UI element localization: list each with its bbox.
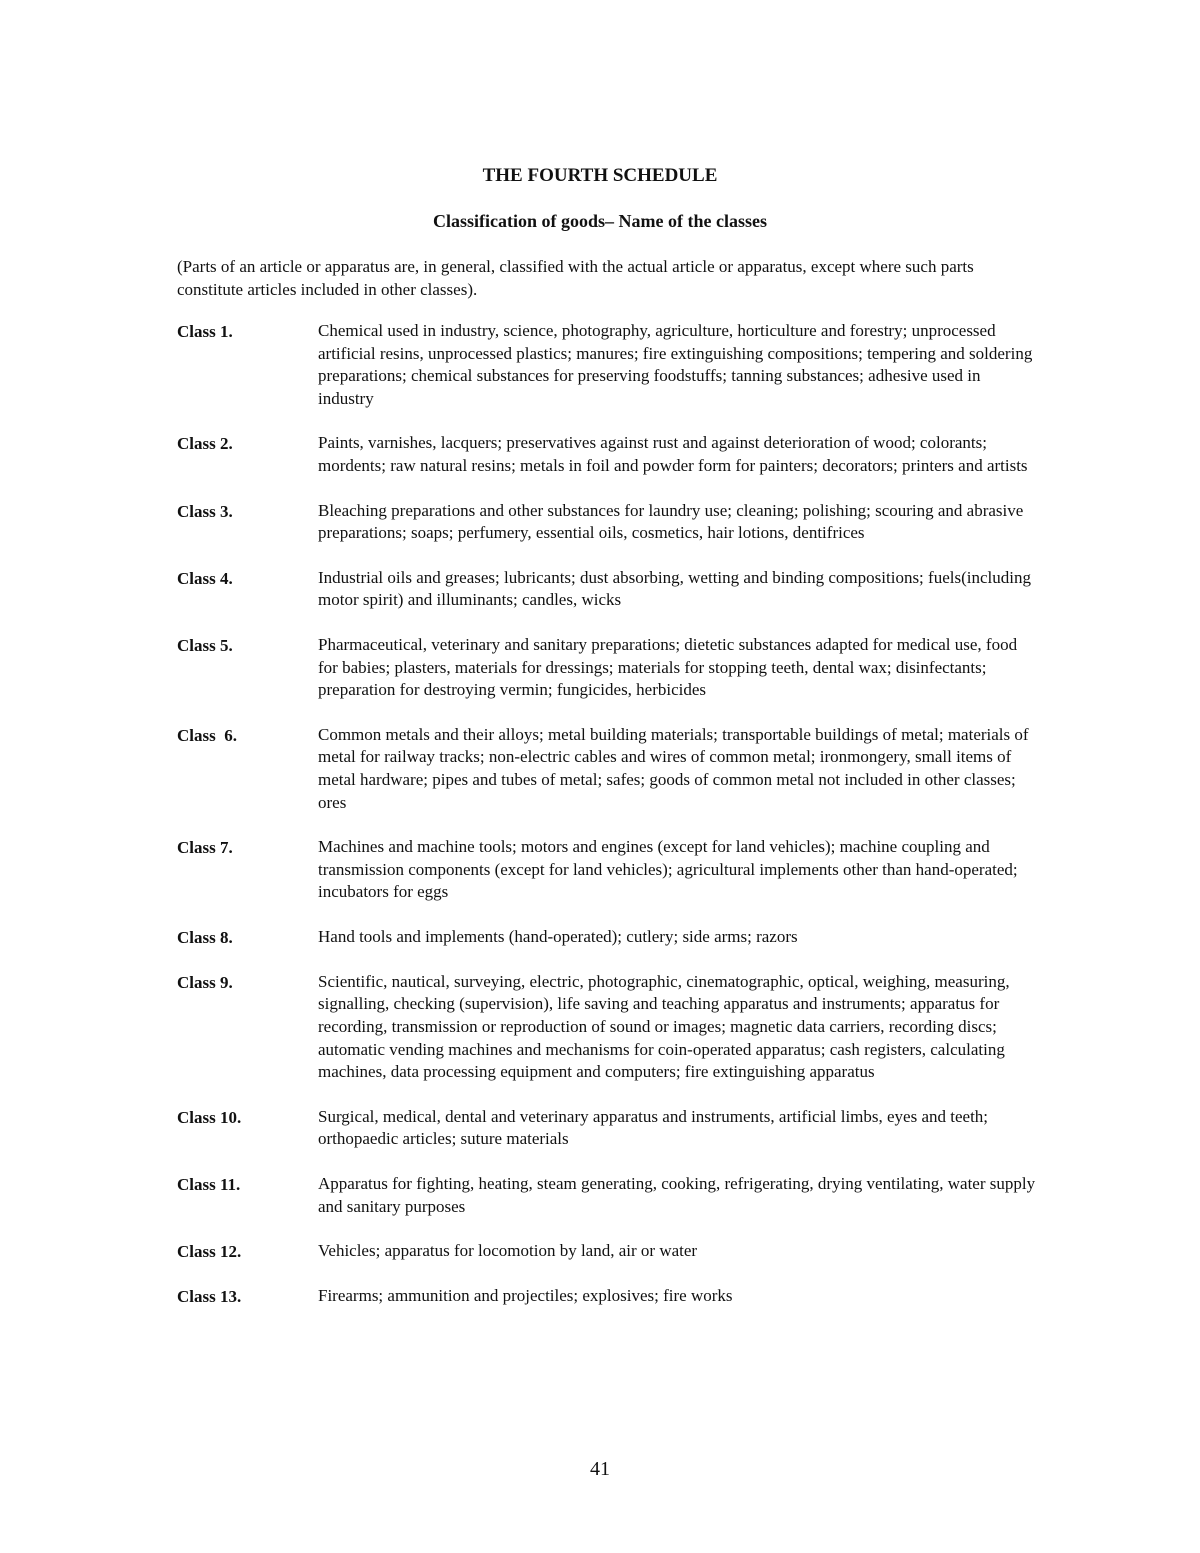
class-label: Class 3. xyxy=(177,501,233,521)
class-item-10 xyxy=(177,1106,1037,1151)
class-description: Scientific, nautical, surveying, electric, photographic, cinematographic, optical, weighing, measuring, signalling, checking (supervision), life saving and teaching apparatus and instruments; apparatus for recording, transmission or reproduction of sound or images; magnetic data carriers, recording discs; automatic vending machines and mechanisms for coin-operated apparatus; cash registers, calculating machines, data processing equipment and computers; fire extinguishing apparatus xyxy=(318,971,1010,1082)
class-item-9 xyxy=(177,971,1037,1084)
class-label: Class 9. xyxy=(177,972,233,992)
page-subtitle: Classification of goods– Name of the classes xyxy=(433,211,767,231)
class-item-5 xyxy=(177,634,1037,702)
class-label: Class 7. xyxy=(177,838,233,858)
page-number: 41 xyxy=(590,1458,610,1480)
class-item-6 xyxy=(177,724,1037,814)
class-description: Common metals and their alloys; metal building materials; transportable buildings of metal; materials of metal for railway tracks; non-electric cables and wires of common metal; ironmongery, small items of metal hardware; pipes and tubes of metal; safes; goods of common metal not included in other classes; ores xyxy=(318,724,1029,812)
class-label: Class 13. xyxy=(177,1287,242,1307)
class-item-1 xyxy=(177,320,1037,410)
class-description: Apparatus for fighting, heating, steam generating, cooking, refrigerating, drying ventilating, water supply and sanitary purposes xyxy=(318,1174,1036,1216)
class-label: Class 10. xyxy=(177,1107,242,1127)
class-description: Industrial oils and greases; lubricants; dust absorbing, wetting and binding compositions; fuels(including motor spirit) and illuminants; candles, wicks xyxy=(318,567,1031,610)
class-item-4 xyxy=(177,567,1037,612)
class-label: Class 4. xyxy=(177,568,233,588)
class-label: Class 2. xyxy=(177,434,233,454)
class-label: Class 6. xyxy=(177,725,237,745)
class-item-13 xyxy=(177,1285,1037,1308)
intro-paragraph: (Parts of an article or apparatus are, in general, classified with the actual article or apparatus, except where such parts constitute articles included in other classes). xyxy=(177,257,974,299)
class-item-7 xyxy=(177,836,1037,904)
class-description: Pharmaceutical, veterinary and sanitary preparations; dietetic substances adapted for medical use, food for babies; plasters, materials for dressings; materials for stopping teeth, dental wax; disinfectants; preparation for destroying vermin; fungicides, herbicides xyxy=(318,634,1018,700)
class-description: Hand tools and implements (hand-operated); cutlery; side arms; razors xyxy=(318,926,798,946)
class-description: Firearms; ammunition and projectiles; explosives; fire works xyxy=(318,1286,733,1306)
class-description: Surgical, medical, dental and veterinary apparatus and instruments, artificial limbs, eyes and teeth; orthopaedic articles; suture materials xyxy=(318,1106,989,1149)
class-label: Class 1. xyxy=(177,322,233,341)
class-label: Class 8. xyxy=(177,927,233,947)
class-list xyxy=(177,320,1037,1330)
class-label: Class 5. xyxy=(177,635,233,655)
class-item-3 xyxy=(177,500,1037,545)
class-label: Class 12. xyxy=(177,1242,242,1262)
class-description: Vehicles; apparatus for locomotion by land, air or water xyxy=(318,1241,698,1261)
class-description: Bleaching preparations and other substances for laundry use; cleaning; polishing; scouring and abrasive preparations; soaps; perfumery, essential oils, cosmetics, hair lotions, dentifrices xyxy=(318,500,1024,543)
class-item-12 xyxy=(177,1240,1037,1263)
class-description: Paints, varnishes, lacquers; preservatives against rust and against deterioration of wood; colorants; mordents; raw natural resins; metals in foil and powder form for painters; decorators; printers and artists xyxy=(318,433,1028,475)
class-item-2 xyxy=(177,432,1037,477)
class-item-11 xyxy=(177,1173,1037,1218)
class-item-8 xyxy=(177,926,1037,949)
class-description: Machines and machine tools; motors and engines (except for land vehicles); machine coupling and transmission components (except for land vehicles); agricultural implements other than hand-operated; incubators for eggs xyxy=(318,837,1018,902)
page-title: THE FOURTH SCHEDULE xyxy=(482,165,718,186)
class-label: Class 11. xyxy=(177,1175,241,1195)
class-description: Chemical used in industry, science, photography, agriculture, horticulture and forestry; unprocessed artificial resins, unprocessed plastics; manures; fire extinguishing compositions; tempering and soldering preparations; chemical substances for preserving foodstuffs; tanning substances; adhesive used in industry xyxy=(318,321,1033,408)
